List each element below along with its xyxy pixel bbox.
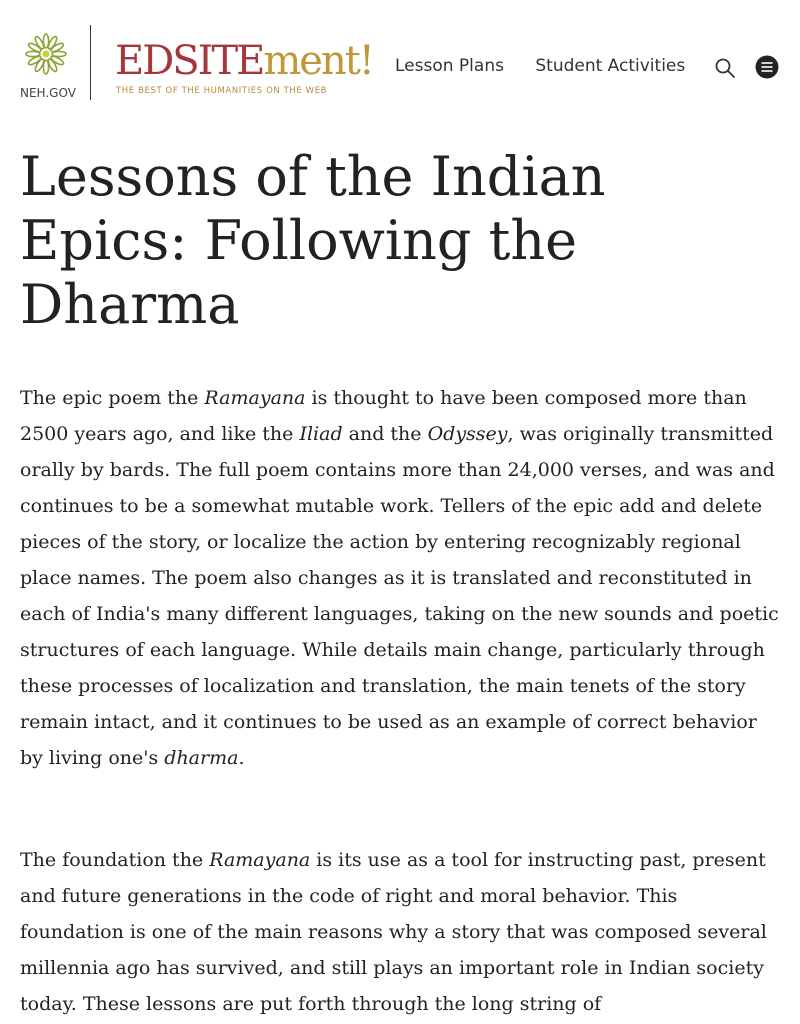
search-button[interactable] (713, 56, 737, 80)
search-icon (713, 56, 737, 80)
p1-text-4: , was originally transmitted orally by bards. The full poem contains more than 24,000 verses, and was and continues to be a somewhat mutable work. Tellers of the epic add and delete pieces of the story, or localize the action by entering recognizably regional place names. The poem also changes as it is translated and reconstituted in each of India's many different languages, taking on the new sounds and poetic structures of each language. While details main change, particularly through these processes of localization and translation, the main tenets of the story remain intact, and it continues to be used as an example of correct behavior by living one's (20, 423, 779, 769)
menu-icon (755, 55, 779, 79)
nav-lesson-plans[interactable]: Lesson Plans (395, 56, 504, 76)
neh-gov-label: NEH.GOV (20, 86, 76, 100)
nav-student-activities[interactable]: Student Activities (535, 56, 686, 76)
p1-dharma: dharma (164, 747, 239, 769)
p2-ramayana: Ramayana (209, 849, 311, 871)
edsitement-logo-link[interactable] (115, 38, 373, 100)
page-title: Lessons of the Indian Epics: Following the Dharma (20, 145, 606, 336)
p2-text-2: is its use as a tool for instructing past, present and future generations in the code of right and moral behavior. This foundation is one of the main reasons why a story that was composed several millennia ago has survived, and still plays an important role in Indian society today. These lessons are put forth through the long string of (20, 849, 767, 1015)
article-main (20, 145, 782, 337)
edsitement-wordmark-ment: ment! (263, 38, 373, 84)
p1-odyssey: Odyssey (427, 423, 508, 445)
p1-text-2: is thought to have been composed more than 2500 years ago, and like the (20, 387, 747, 445)
p1-text-5: . (238, 747, 245, 769)
p1-text-1: The epic poem the (20, 387, 205, 409)
site-header (0, 0, 800, 120)
neh-flower-icon (24, 32, 68, 76)
main-nav (395, 56, 685, 76)
edsitement-wordmark (115, 38, 373, 84)
p1-text-3: and the (342, 423, 428, 445)
article-paragraph-2 (20, 842, 782, 1022)
p2-text-1: The foundation the (20, 849, 210, 871)
neh-logo-link[interactable] (20, 32, 76, 102)
edsitement-wordmark-edsite: EDSITE (115, 38, 264, 84)
header-divider (90, 25, 91, 100)
edsitement-tagline: THE BEST OF THE HUMANITIES ON THE WEB (116, 86, 328, 96)
p1-iliad: Iliad (299, 423, 343, 445)
menu-button[interactable] (755, 55, 779, 79)
p1-ramayana: Ramayana (204, 387, 306, 409)
article-paragraph-1 (20, 380, 782, 776)
